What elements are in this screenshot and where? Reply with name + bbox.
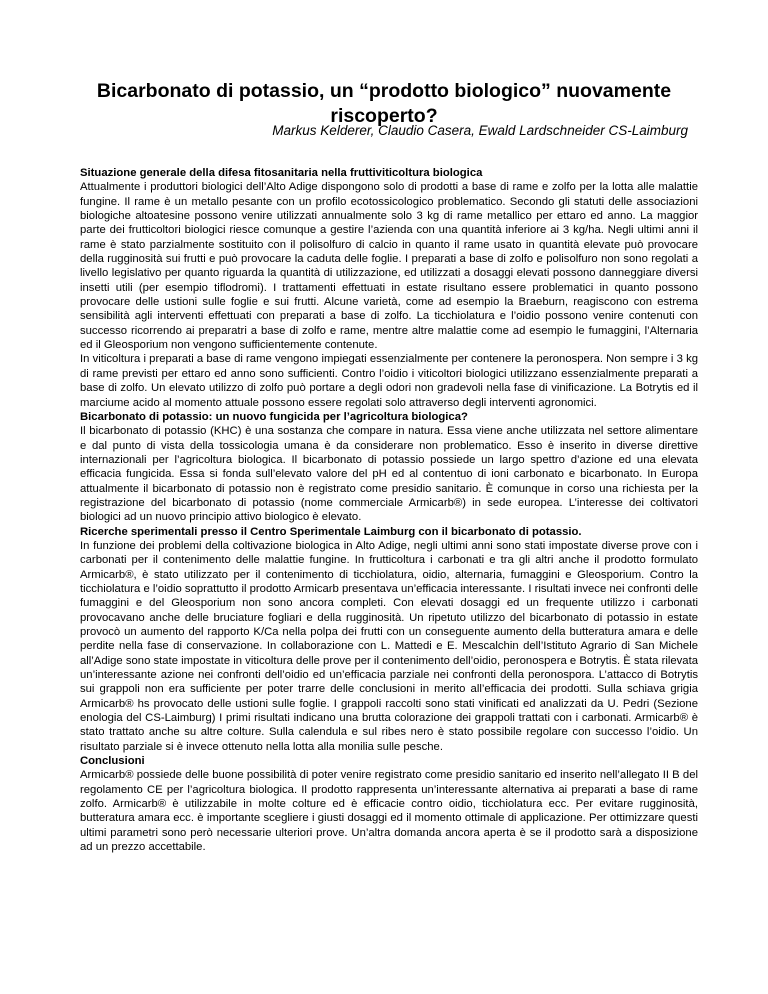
section-heading-situazione: Situazione generale della difesa fitosanitaria nella fruttiviticoltura biologica	[80, 167, 483, 179]
document-title: Bicarbonato di potassio, un “prodotto biologico” nuovamente riscoperto?	[96, 80, 672, 128]
section-paragraph: In viticoltura i preparati a base di rame vengono impiegati essenzialmente per contenere la peronospera. Non sempre i 3 kg di rame previsti per ettaro ed anno sono sufficienti. Contro l’oidio i viticoltori biologici utilizzano essenzialmente preparati a base di zolfo. Un elevato utilizzo di zolfo può portare a degli odori non gradevoli nella fase di vinificazione. La Botrytis ed il marciume acido al momento attuale possono essere regolati solo attraverso degli interventi agronomici.	[80, 353, 698, 409]
section-paragraph: Il bicarbonato di potassio (KHC) è una sostanza che compare in natura. Essa viene anche utilizzata nel settore alimentare e dal punto di vista della tossicologia umana è da considerare non problematico. Esso è inserito in diverse direttive internazionali per l’agricoltura biologica. Il bicarbonato di potassio possiede un largo spettro d’azione ed una elevata efficacia fungicida. Essa si fonda sull’elevato valore del pH ed al contentuo di ioni carbonato e bicarbonato. In Europa attualmente il bicarbonato di potassio non è registrato come presidio sanitario. È comunque in corso una richiesta per la registrazione del bicarbonato di potassio (nome commerciale Armicarb®) in sede europea. L’interesse dei coltivatori biologici ad un nuovo principio attivo biologico è elevato.	[80, 425, 698, 524]
section-paragraph: Armicarb® possiede delle buone possibilità di poter venire registrato come presidio sanitario ed inserito nell’allegato II B del regolamento CE per l’agricoltura biologica. Il prodotto rappresenta un’interessante alternativa ai preparati a base di rame zolfo. Armicarb® è utilizzabile in molte colture ed è efficacie contro oidio, ticchiolatura ecc. Per evitare rugginosità, butteratura amara ecc. è importante scegliere i giusti dosaggi ed il momento ottimale di applicazione. Per ottimizzare questi ultimi parametri sono però necessarie ulteriori prove. Un’altra domanda ancora aperta è se il prodotto sarà a disposizione ad un prezzo accettabile.	[80, 769, 698, 854]
section-paragraph: In funzione dei problemi della coltivazione biologica in Alto Adige, negli ultimi anni sono stati impostate diverse prove con i carbonati per il contenimento delle malattie fungine. In frutticoltura i carbonati e tra gli altri anche il prodotto formulato Armicarb®, è stato utilizzato per il contenimento di ticchiolatura, oidio, alternaria, fumaggini e Gleosporium. Contro la ticchiolatura e l’oidio soprattutto il prodotto Armicarb presentava un’efficacia interessante. I risultati invece nei confronti delle fumaggini e del Gleosporium non sono ancora completi. Con elevati dosaggi ed un frequente utilizzo i carbonati provocavano anche delle bruciature fogliari e della rugginosità. Un ripetuto utilizzo del bicarbonato di potassio in estate provocò un aumento del rapporto K/Ca nella polpa dei frutti con un conseguente aumento della butteratura amara e delle perdite nella fase di conservazione. In collaborazione con L. Mattedi e E. Mescalchin dell’Istituto Agrario di San Michele all’Adige sono state impostate in viticoltura delle prove per il contenimento dell’oidio, peronospera e Botrytis. È stata rilevata un’interessante azione nei confronti dell’oidio ed un’efficacia parziale nei confronti della peronospora. L’attacco di Botrytis sui grappoli non era sufficiente per poter trarre delle conclusioni in merito all’efficacia dei prodotti. Sulla schiava grigia Armicarb® hs provocato delle ustioni sulle foglie. I grappoli raccolti sono stati vinificati ed analizzati da U. Pedri (Sezione enologia del CS-Laimburg) I primi risultati indicano una brutta colorazione dei grappoli trattati con i carbonati. Armicarb® è stato trattato anche su altre colture. Sulla calendula e sul ribes nero è stato possibile regolare con successo l’oidio. Un risultato parziale si è invece ottenuto nella lotta alla monilia sulle pesche.	[80, 539, 698, 753]
section-heading-conclusioni: Conclusioni	[80, 755, 145, 768]
section-heading-ricerche: Ricerche sperimentali presso il Centro Sperimentale Laimburg con il bicarbonato di potassio.	[80, 525, 582, 538]
document-authors: Markus Kelderer, Claudio Casera, Ewald Lardschneider CS-Laimburg	[272, 123, 688, 138]
section-heading-bicarbonato: Bicarbonato di potassio: un nuovo fungicida per l’agricoltura biologica?	[80, 410, 468, 423]
section-paragraph: Attualmente i produttori biologici dell’Alto Adige dispongono solo di prodotti a base di rame e zolfo per la lotta alle malattie fungine. Il rame è un metallo pesante con un profilo ecotossicologico problematico. Secondo gli statuti delle associazioni biologiche altoatesine possono venire utilizzati annualmente solo 3 kg di rame metallico per ettaro ed anno. La maggior parte dei frutticoltori biologici riesce comunque a gestire l’azienda con una quantità inferiore ai 3 kg/ha. Negli ultimi anni il rame è stato parzialmente sostituito con il polisolfuro di calcio in quanto il rame usato in quantità elevate può provocare della rugginosità sui frutti e può provocare la caduta delle foglie. I preparati a base di zolfo e polisolfuro non sono regolati a livello legislativo per quanto riguarda la quantità di utilizzazione, ed utilizzati a dosaggi elevati possono danneggiare diversi insetti utili (per esempio tiflodromi). I trattamenti effettuati in estate risultano essere problematici in quanto possono provocare delle ustioni sulle foglie e sui frutti. Alcune varietà, come ad esempio la Braeburn, reagiscono con estrema sensibilità agli interventi effettuati con preparati a base di zolfo. La ticchiolatura e l’oidio possono venire contenuti con successo ricorrendo ai preparatri a base di zolfo e rame, mentre altre malattie come ad esempio le fumaggini, l’Alternaria ed il Gleosporium non vengono sufficientemente contenute.	[80, 181, 698, 352]
document-body	[80, 166, 698, 855]
